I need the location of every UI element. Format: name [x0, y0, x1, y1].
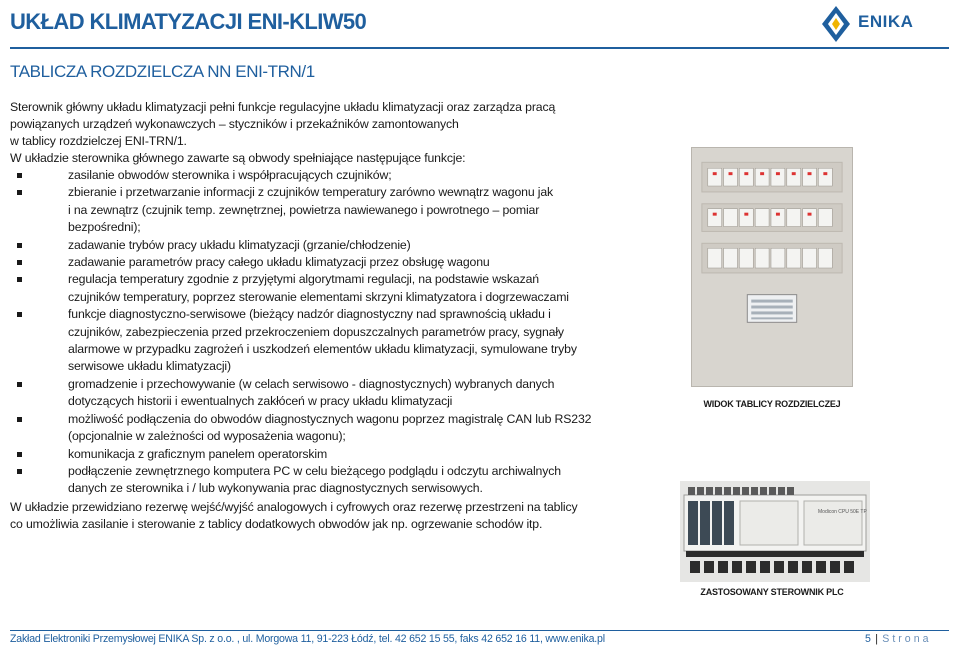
footer-divider — [10, 630, 949, 631]
closing-line: co umożliwia zasilanie i sterowanie z tablicy dodatkowych obwodów jak np. ogrzewanie schodów itp. — [10, 517, 543, 531]
footer-address: Zakład Elektroniki Przemysłowej ENIKA Sp. z o.o. , ul. Morgowa 11, 91-223 Łódź, tel. 42 652 15 55, faks 42 652 16 11, www.enika.pl — [10, 633, 605, 645]
page-word: Strona — [882, 633, 932, 645]
bullet-icon — [17, 260, 22, 265]
list-item: zasilanie obwodów sterownika i współpracujących czujników; — [10, 167, 650, 184]
list-item: podłączenie zewnętrznego komputera PC w celu bieżącego podglądu i odczytu archiwalnych danych ze sterownika i / lub wykonywania prac diagnostycznych serwisowych. — [10, 463, 650, 498]
list-item: zbieranie i przetwarzanie informacji z czujników temperatury zarówno wewnątrz wagonu jak i na zewnątrz (czujnik temp. zewnętrznej, powietrza nawiewanego i powrotnego – pomiar bezpośredni); — [10, 184, 650, 236]
bullet-icon — [17, 277, 22, 282]
panel-caption: WIDOK TABLICY ROZDZIELCZEJ — [703, 399, 841, 409]
list-item: zadawanie parametrów pracy całego układu klimatyzacji przez obsługę wagonu — [10, 254, 650, 271]
page-separator: | — [875, 633, 879, 645]
bullet-icon — [17, 173, 22, 178]
list-item: regulacja temperatury zgodnie z przyjętymi algorytmami regulacji, na podstawie wskazań czujników temperatury, poprzez sterowanie elementami skrzyni klimatyzatora i dogrzewaczami — [10, 271, 650, 306]
bullet-icon — [17, 452, 22, 457]
intro-paragraph — [10, 99, 650, 150]
intro-line: w tablicy rozdzielczej ENI-TRN/1. — [10, 134, 187, 148]
closing-paragraph — [10, 499, 630, 533]
distribution-panel-photo — [691, 147, 853, 387]
intro-line: Sterownik główny układu klimatyzacji pełni funkcje regulacyjne układu klimatyzacji oraz zarządza pracą — [10, 100, 556, 114]
plc-caption: ZASTOSOWANY STEROWNIK PLC — [700, 587, 844, 597]
bullet-icon — [17, 190, 22, 195]
plc-controller-photo — [680, 481, 870, 582]
bullet-icon — [17, 417, 22, 422]
section-title: TABLICZA ROZDZIELCZA NN ENI-TRN/1 — [10, 62, 315, 81]
list-item: zadawanie trybów pracy układu klimatyzacji (grzanie/chłodzenie) — [10, 237, 650, 254]
document-title: UKŁAD KLIMATYZACJI ENI-KLIW50 — [10, 9, 367, 34]
list-item: komunikacja z graficznym panelem operatorskim — [10, 446, 650, 463]
bullet-icon — [17, 312, 22, 317]
list-item: funkcje diagnostyczno-serwisowe (bieżący nadzór diagnostyczny nad sprawnością układu i czujników, zabezpieczenia przed przekroczeniem dopuszczalnych parametrów pracy, sygnały alarmowe w przypadku zagrożeń i uszkodzeń elementów układu klimatyzacji, symulowane tryby serwisowe układu klimatyzacji) — [10, 306, 650, 376]
logo-text: ENIKA — [858, 12, 914, 31]
page-number — [865, 633, 931, 645]
header-divider — [10, 47, 949, 49]
bullet-icon — [17, 469, 22, 474]
bullet-icon — [17, 243, 22, 248]
closing-line: W układzie przewidziano rezerwę wejść/wyjść analogowych i cyfrowych oraz rezerwę przestrzeni na tablicy — [10, 500, 578, 514]
functions-list — [10, 167, 650, 498]
list-item: gromadzenie i przechowywanie (w celach serwisowo - diagnostycznych) wybranych danych dotyczących historii i ewentualnych zakłóceń w pracy układu klimatyzacji — [10, 376, 650, 411]
list-item: możliwość podłączenia do obwodów diagnostycznych wagonu poprzez magistralę CAN lub RS232 (opcjonalnie w zależności od wyposażenia wagonu); — [10, 411, 650, 446]
intro-line: powiązanych urządzeń wykonawczych – styczników i przekaźników zamontowanych — [10, 117, 459, 131]
functions-intro: W układzie sterownika głównego zawarte są obwody spełniające następujące funkcje: — [10, 151, 466, 165]
plc-label: Modicon CPU 50E TP — [818, 509, 867, 515]
bullet-icon — [17, 382, 22, 387]
page-number-value: 5 — [865, 633, 872, 645]
